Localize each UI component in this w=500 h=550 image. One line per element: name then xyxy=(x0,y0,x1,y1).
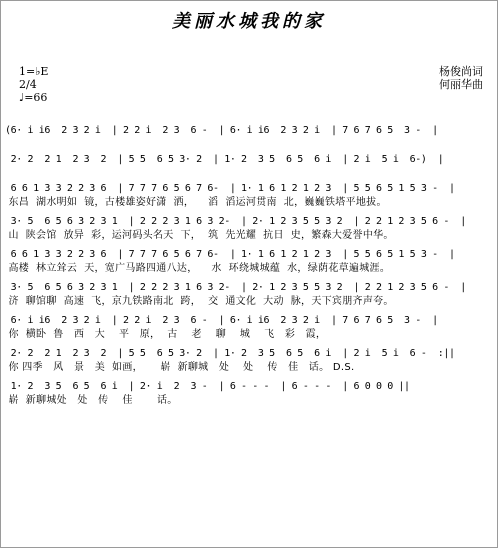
notation-line: 1· 2 3 5 6 5 6 i | 2· i 2 3 - | 6 - - - | 6 - - - | 6 0 0 0 || xyxy=(5,381,410,392)
lyric-line: 你 横卧 鲁 西 大 平 原， 古 老 聊 城 飞 彩 霞， xyxy=(5,329,327,340)
lyric-line: 东昌 湖水明如 镜，古楼雄姿好潇 洒， 滔 滔运河贯南 北，巍巍铁塔平地拔。 xyxy=(5,197,387,208)
lyric-line: 济 聊馆聊 高速 飞，京九铁路南北 跨， 交 通文化 大动 脉，天下宾朋齐声夸。 xyxy=(5,296,394,307)
notation-line: (6· i i6 2 3 2 i | 2 2 i 2 3 6 - | 6· i i6 2 3 2 i | 7 6 7 6 5 3 - | xyxy=(5,125,438,136)
song-title: 美丽水城我的家 xyxy=(172,11,326,32)
notation-line: 2· 2 2 1 2 3 2 | 5 5 6 5 3· 2 | 1· 2 3 5 6 5 6 i | 2 i 5 i 6-) | xyxy=(5,154,444,165)
key-signature-block xyxy=(19,65,48,104)
lyric-line: 崭 新聊城处 处 传 佳 话。 xyxy=(5,395,178,406)
notation-line: 6· i i6 2 3 2 i | 2 2 i 2 3 6 - | 6· i i6 2 3 2 i | 7 6 7 6 5 3 - | xyxy=(5,315,438,326)
composer: 何丽华曲 xyxy=(439,78,483,91)
notation-line: 6 6 1 3 3 2 2 3 6 | 7 7 7 6 5 6 7 6- | 1· 1 6 1 2 1 2 3 | 5 5 6 5 1 5 3 - | xyxy=(5,249,455,260)
notation-line: 6 6 1 3 3 2 2 3 6 | 7 7 7 6 5 6 7 6- | 1· 1 6 1 2 1 2 3 | 5 5 6 5 1 5 3 - | xyxy=(5,183,455,194)
lyric-line: 山 陕会馆 放异 彩，运河码头名天 下， 筑 先光耀 抗日 史，繁森大爱誉中华。 xyxy=(5,230,394,241)
key-signature: 1=♭E xyxy=(19,65,49,78)
lyricist: 杨俊尚词 xyxy=(439,65,483,78)
credits xyxy=(439,65,483,91)
notation-line: 2· 2 2 1 2 3 2 | 5 5 6 5 3· 2 | 1· 2 3 5 6 5 6 i | 2 i 5 i 6 - :|| xyxy=(5,348,455,359)
lyric-line: 你 四季 风 景 美 如画， 崭 新聊城 处 处 传 佳 话。 D.S. xyxy=(5,362,355,373)
lyric-line: 高楼 林立耸云 天，宽广马路四通八达， 水 环绕城城蕴 水，绿荫花草遍城涯。 xyxy=(5,263,391,274)
tempo-marking: ♩=66 xyxy=(19,91,48,104)
notation-line: 3· 5 6 5 6 3 2 3 1 | 2 2 2 3 1 6 3 2- | 2· 1 2 3 5 5 3 2 | 2 2 1 2 3 5 6 - | xyxy=(5,216,466,227)
time-signature: 2/4 xyxy=(19,78,37,91)
score-body xyxy=(5,119,495,410)
notation-line: 3· 5 6 5 6 3 2 3 1 | 2 2 2 3 1 6 3 2- | 2· 1 2 3 5 5 3 2 | 2 2 1 2 3 5 6 - | xyxy=(5,282,466,293)
